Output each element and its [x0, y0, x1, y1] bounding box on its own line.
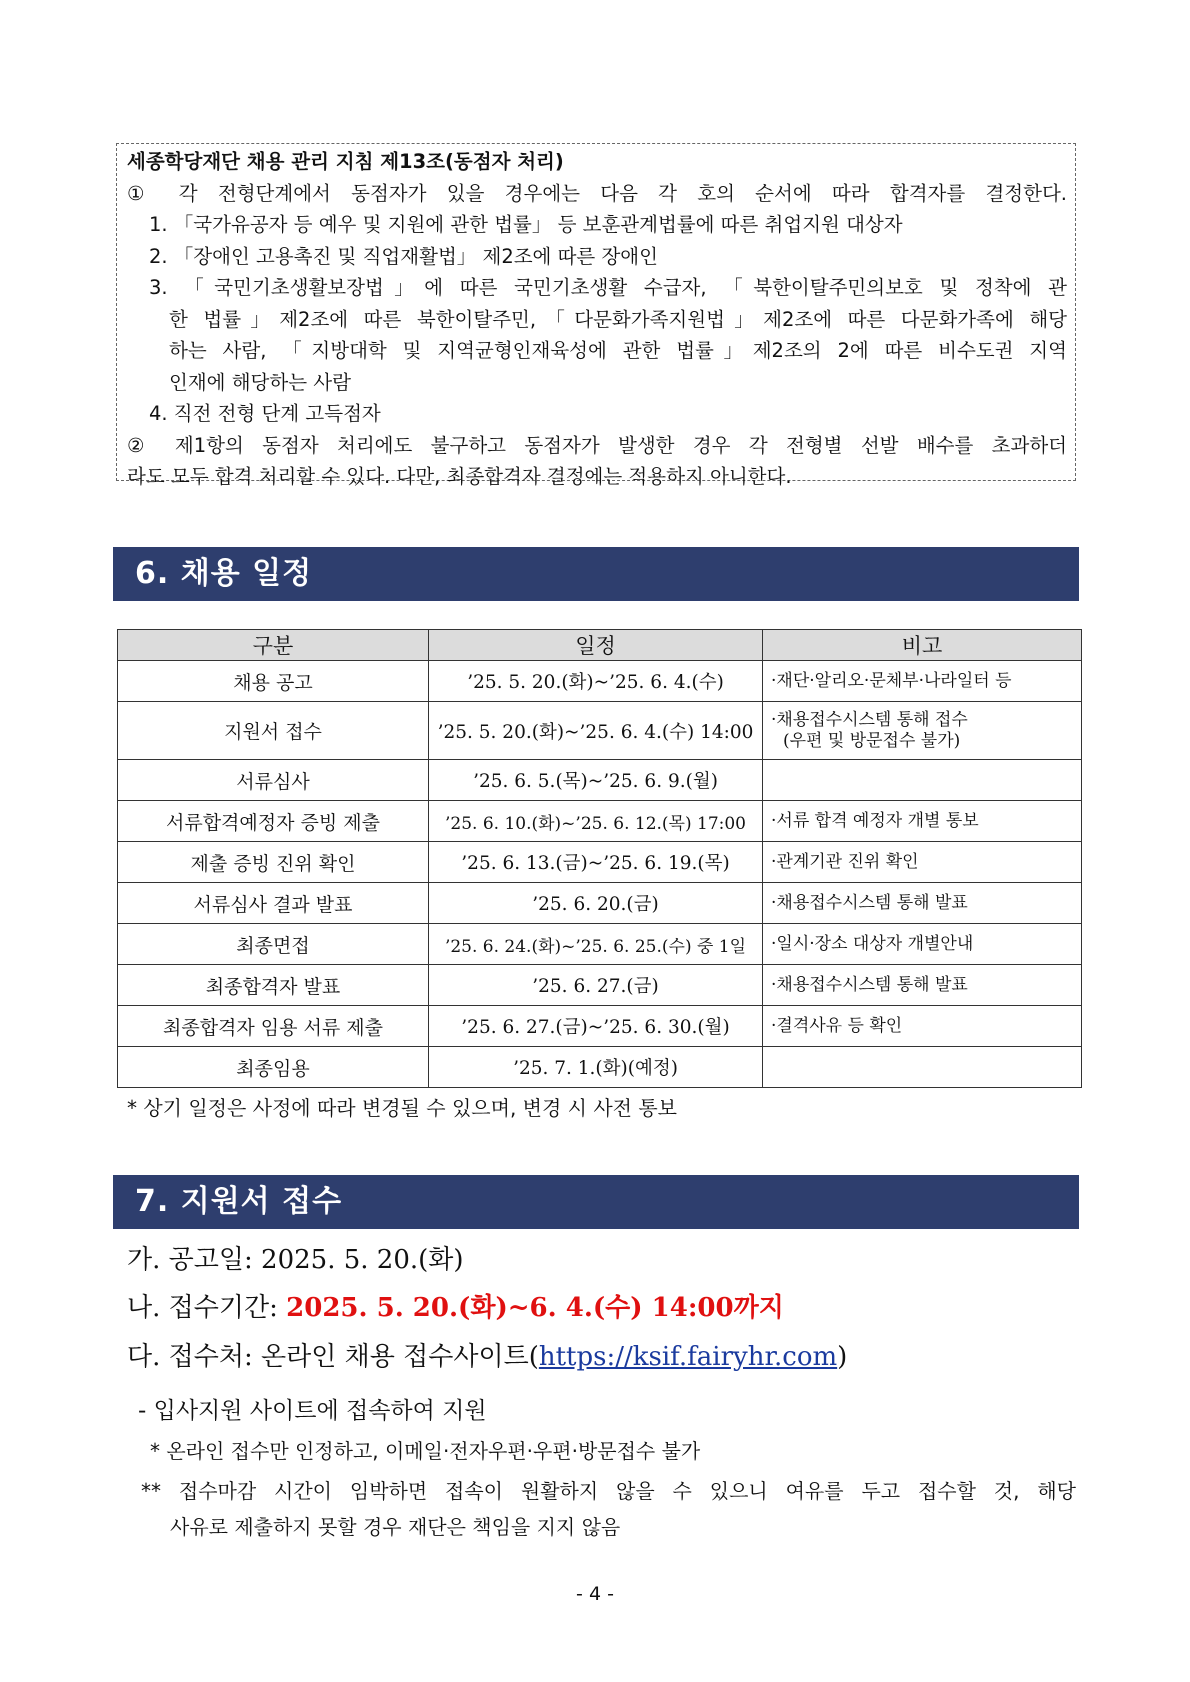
table-header-row — [118, 630, 1082, 661]
cell-note — [763, 1006, 1082, 1047]
announce-date-line — [127, 1239, 464, 1276]
regulation-para-2-line-2: 라도 모두 합격 처리할 수 있다. 다만, 최종합격자 결정에는 적용하지 아니한다. — [127, 465, 792, 488]
cell-note — [763, 661, 1082, 702]
announce-label: 가. 공고일: — [127, 1245, 262, 1275]
regulation-para-1: ① 각 전형단계에서 동점자가 있을 경우에는 다음 각 호의 순서에 따라 합격자를 결정한다. — [127, 181, 1067, 205]
cell-schedule: ’25. 5. 20.(화)~’25. 6. 4.(수) — [429, 661, 763, 702]
cell-category: 최종합격자 임용 서류 제출 — [118, 1006, 429, 1047]
cell-note — [763, 842, 1082, 883]
cell-note — [763, 924, 1082, 965]
deadline-note-line-2: 사유로 제출하지 못할 경우 재단은 책임을 지지 않음 — [170, 1515, 621, 1539]
period-value: 2025. 5. 20.(화)~6. 4.(수) 14:00까지 — [286, 1293, 784, 1323]
page-number: - 4 - — [576, 1583, 614, 1605]
regulation-item-3-line-4: 인재에 해당하는 사람 — [169, 370, 351, 394]
table-row — [118, 883, 1082, 924]
regulation-item-1: 1. 「국가유공자 등 예우 및 지원에 관한 법률」 등 보훈관계법률에 따른 취업지원 대상자 — [149, 213, 903, 236]
online-only-note: * 온라인 접수만 인정하고, 이메일·전자우편·우편·방문접수 불가 — [150, 1439, 701, 1463]
cell-schedule: ’25. 5. 20.(화)~’25. 6. 4.(수) 14:00 — [429, 702, 763, 760]
place-close: ) — [837, 1342, 848, 1372]
table-row — [118, 1006, 1082, 1047]
cell-category: 채용 공고 — [118, 661, 429, 702]
application-place-line — [127, 1336, 847, 1373]
table-row — [118, 702, 1082, 760]
cell-note — [763, 801, 1082, 842]
note-line: ·결격사유 등 확인 — [771, 1015, 903, 1036]
regulation-item-3-line-1: 3. 「국민기초생활보장법」에 따른 국민기초생활 수급자, 「북한이탈주민의보호 및 정착에 관 — [149, 276, 1067, 299]
note-line: ·채용접수시스템 통해 접수 — [771, 709, 968, 730]
cell-note — [763, 883, 1082, 924]
announce-value: 2025. 5. 20.(화) — [261, 1245, 464, 1275]
cell-note — [763, 702, 1082, 760]
note-line: ·관계기관 진위 확인 — [771, 851, 919, 872]
table-row — [118, 661, 1082, 702]
table-row — [118, 801, 1082, 842]
cell-category: 서류심사 결과 발표 — [118, 883, 429, 924]
schedule-table — [117, 629, 1082, 1088]
cell-schedule: ’25. 6. 20.(금) — [429, 883, 763, 924]
cell-note — [763, 1047, 1082, 1088]
note-line: ·일시·장소 대상자 개별안내 — [771, 933, 974, 954]
regulation-para-2-line-1: ② 제1항의 동점자 처리에도 불구하고 동점자가 발생한 경우 각 전형별 선발 배수를 초과하더 — [127, 433, 1067, 457]
table-row — [118, 760, 1082, 801]
section-6-header: 6. 채용 일정 — [113, 547, 1079, 601]
cell-category: 제출 증빙 진위 확인 — [118, 842, 429, 883]
header-note: 비고 — [763, 630, 1082, 661]
period-label: 나. 접수기간: — [127, 1293, 287, 1323]
apply-instruction: - 입사지원 사이트에 접속하여 지원 — [138, 1398, 487, 1424]
cell-category: 지원서 접수 — [118, 702, 429, 760]
cell-category: 최종합격자 발표 — [118, 965, 429, 1006]
header-schedule: 일정 — [429, 630, 763, 661]
note-line: ·재단·알리오·문체부·나라일터 등 — [771, 670, 1012, 691]
deadline-note-line-1: ** 접수마감 시간이 임박하면 접속이 원활하지 않을 수 있으니 여유를 두고 접수할 것, 해당 — [141, 1479, 1076, 1503]
cell-schedule: ’25. 6. 27.(금) — [429, 965, 763, 1006]
cell-category: 서류합격예정자 증빙 제출 — [118, 801, 429, 842]
regulation-title: 세종학당재단 채용 관리 지침 제13조(동점자 처리) — [127, 150, 564, 173]
regulation-box — [116, 143, 1076, 488]
table-row — [118, 842, 1082, 883]
note-line: (우편 및 방문접수 불가) — [783, 730, 961, 751]
regulation-item-4: 4. 직전 전형 단계 고득점자 — [149, 402, 381, 425]
table-row — [118, 1047, 1082, 1088]
cell-schedule: ’25. 6. 24.(화)~’25. 6. 25.(수) 중 1일 — [429, 924, 763, 965]
cell-category: 최종면접 — [118, 924, 429, 965]
cell-schedule: ’25. 6. 5.(목)~’25. 6. 9.(월) — [429, 760, 763, 801]
cell-schedule: ’25. 6. 27.(금)~’25. 6. 30.(월) — [429, 1006, 763, 1047]
application-period-line — [127, 1287, 784, 1324]
cell-schedule: ’25. 7. 1.(화)(예정) — [429, 1047, 763, 1088]
application-site-link[interactable]: https://ksif.fairyhr.com — [538, 1342, 838, 1372]
table-row — [118, 924, 1082, 965]
cell-schedule: ’25. 6. 13.(금)~’25. 6. 19.(목) — [429, 842, 763, 883]
header-category: 구분 — [118, 630, 429, 661]
cell-schedule: ’25. 6. 10.(화)~’25. 6. 12.(목) 17:00 — [429, 801, 763, 842]
cell-category: 서류심사 — [118, 760, 429, 801]
schedule-footnote: * 상기 일정은 사정에 따라 변경될 수 있으며, 변경 시 사전 통보 — [127, 1096, 677, 1120]
regulation-item-3-line-2: 한 법률」제2조에 따른 북한이탈주민,「다문화가족지원법」제2조에 따른 다문화가족에 해당 — [169, 307, 1067, 331]
cell-category: 최종임용 — [118, 1047, 429, 1088]
note-line: ·채용접수시스템 통해 발표 — [771, 892, 968, 913]
note-line: ·채용접수시스템 통해 발표 — [771, 974, 968, 995]
regulation-item-3-line-3: 하는 사람, 「지방대학 및 지역균형인재육성에 관한 법률」제2조의 2에 따른 비수도권 지역 — [169, 339, 1067, 362]
place-label: 다. 접수처: 온라인 채용 접수사이트( — [127, 1342, 539, 1372]
note-line: ·서류 합격 예정자 개별 통보 — [771, 810, 979, 831]
cell-note — [763, 965, 1082, 1006]
regulation-item-2: 2. 「장애인 고용촉진 및 직업재활법」 제2조에 따른 장애인 — [149, 244, 658, 268]
cell-note — [763, 760, 1082, 801]
table-row — [118, 965, 1082, 1006]
section-7-header: 7. 지원서 접수 — [113, 1175, 1079, 1229]
